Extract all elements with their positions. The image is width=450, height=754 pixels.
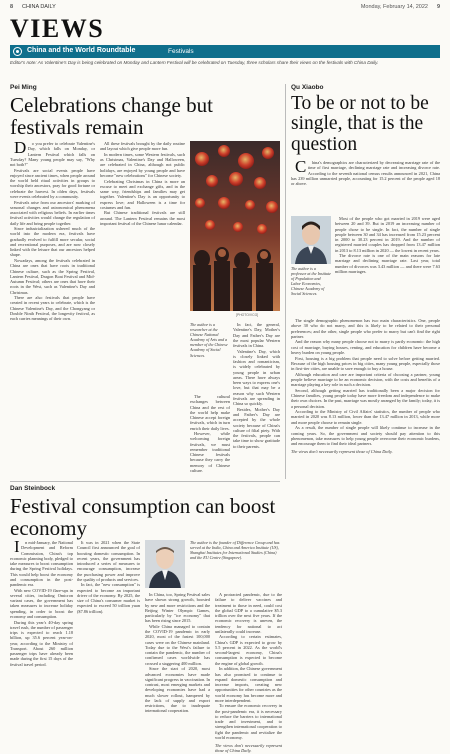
paragraph: According to the Ministry of Civil Affairs' statistics, the number of people who married in 2020 was 8.13 million, lower than the 13.47 million in 2013, while more and more people choose to remain single. <box>291 409 440 425</box>
paragraph: Nowadays, among the festivals celebrated in China are ones that have roots in traditional Chinese culture, such as the Spring Festival, Lantern Festival, Dragon Boat Festival and Mid-Autumn Festival; others are ones that have their roots in the West, such as Valentine's Day and Christmas. <box>10 258 95 295</box>
masthead-brand: CHINA DAILY <box>22 4 56 10</box>
section-title: VIEWS <box>10 14 105 43</box>
page-header <box>10 4 440 13</box>
column-divider <box>285 84 286 479</box>
paragraph: With new COVID-19 flare-ups in several cities, including Omicron variant cases, the government has taken measures to increase holiday spending, in order to boost the economy and consumption. <box>10 587 73 619</box>
paragraph: But Chinese traditional festivals are still around. The Lantern Festival remains the most important festival of the Chinese lunar calendar. <box>100 210 185 226</box>
feature-bar <box>10 45 440 58</box>
page-number-left: 8 <box>10 4 14 10</box>
article1-author-bio: The author is a researcher at the Chinese National Academy of Arts and a member of the Chinese Academy of Social Sciences. <box>190 322 228 358</box>
paragraph: Since the start of 2020, most advanced economies have made significant progress in vaccination. In contrast, most emerging markets and developing economies have had a much slower rollout, hampered by the lack of supply and export restrictions, due to inadequate international cooperation. <box>145 666 210 714</box>
china-daily-logo-icon <box>13 47 22 56</box>
article1-column-1 <box>10 138 95 477</box>
article2-column-2 <box>291 318 440 737</box>
paragraph: According to certain estimates, China's GDP is expected to grow by 5.5 percent in 2022. As the world's second-largest economy, China's consumption is expected to become the engine of global growth. <box>215 634 282 666</box>
paragraph: Second, although getting married has traditionally been a major decision for Chinese families, young people today have more freedom and independence to make their own choices. In the past, marriage was mostly arranged by the family; today, it is a personal decision. <box>291 387 440 409</box>
article2-author-bio: The author is a professor at the Institute of Population and Labor Economics, Chinese Academy of Social Sciences. <box>291 266 331 297</box>
author-portrait-photo <box>145 540 185 588</box>
paragraph: China's demographics are characterized by decreasing marriage rate of the time of first marriage, declining marriage rate and increasing divorce rate. According to the seventh national census results announced in 2021, China has 239 million unmarried people, accounting for 15.2 percent of the people aged 18 or above. <box>291 157 440 186</box>
paragraph: Since industrialization ushered much of the world into the modern era, festivals have gradually evolved to fulfill more secular, social and recreational purposes, and are now closely linked with the leisure that our ancestors helped shape. <box>10 226 95 258</box>
paragraph: Although education and care are important criteria of choosing a partner, young people believe marriage to be an economic decision, with the costs and benefits of a marriage playing a key role in such a decision. <box>291 371 440 388</box>
paragraph: While China managed to contain the COVID-19 pandemic in early 2020, most of the fastest 100,000 cases were on the Chinese mainland. Today due to the West's failure to contain the pandemic, the number of confirmed cases worldwide has crossed a staggering 400 million. <box>145 623 210 666</box>
feature-bar-title: China and the World Roundtable <box>27 47 136 54</box>
paragraph: There are also festivals that people have created in recent years to celebrate, which is the Chinese Valentine's Day, and the Chongyang or Double Ninth Festival, the longevity festival, as each carries meanings of their own. <box>10 295 95 322</box>
disclaimer: The views don't necessarily represent those of China Daily. <box>215 743 282 754</box>
paragraph: Celebrating Christmas in China is more an excuse to meet and exchange gifts, and in the same way, friendships and families may get together. Valentine's Day is an opportunity to express love; and Halloween is a time for costumes and fun. <box>100 178 185 210</box>
section-divider <box>10 481 280 482</box>
paragraph: However, while welcoming foreign festivals, we must remember traditional Chinese festivals because they carry the memory of Chinese culture. <box>190 431 230 473</box>
article3-headline: Festival consumption can boost economy <box>10 494 276 541</box>
article3-column-2 <box>77 540 140 738</box>
paragraph: Valentine's Day, which is closely linked with fashion and romanticism, is widely celebrated by young people in urban areas. There have always been ways to express one's love, but that may be a reason why such Western festivals are spreading in China so quickly. <box>233 348 280 407</box>
paragraph: Festivals arise from our ancestors' marking of seasonal changes and astronomical phenomena associated with religious beliefs. In earlier times festival activities would change the regulation of daily life and bring people together. <box>10 199 95 226</box>
paragraph: As a result, the number of single people will likely continue to increase in the coming years. So, the government and society should pay attention to this phenomenon, take measures to help young people overcome their economic burdens, and encourage them to find their ideal partners. <box>291 425 440 447</box>
paragraph: In fact, the general, Valentine's Day, Mother's Day and Father's Day are the most popular Western festivals in China. <box>233 322 280 348</box>
paragraph: To ensure the economic recovery in the post-pandemic era, it is necessary to reduce the barriers to international trade and investment, and to strengthen international cooperation to fight the pandemic and revitalize the world economy. <box>215 703 282 740</box>
paragraph: All these festivals brought by the daily routine and layout which give people more fun. <box>100 141 185 152</box>
paragraph: In addition, the Chinese government has also promised to continue to expand domestic consumption and increase imports, creating new opportunities for other countries as the world economy has become more and more interdependent. <box>215 666 282 703</box>
article3-column-1 <box>10 537 73 738</box>
paragraph: Festivals are social events people have enjoyed since ancient times, when people around the world held ritual activities in groups to worship their ancestors, pray for good fortune or celebrate the harvest. In olden days, festivals were events celebrated by a community. <box>10 167 95 199</box>
article1-headline: Celebrations change but festivals remain <box>10 93 213 140</box>
article2-headline: To be or not to be single, that is the question <box>291 93 429 155</box>
editor-note: Editor's note: As Valentine's Day is being celebrated on Monday and Lantern Festival will be celebrated on Tuesday, three scholars share their views on the festivals with China Daily. <box>10 60 379 65</box>
paragraph: In China, too, Spring Festival sales have shown strong growth, boosted by new and more restrictions and the Beijing Winter Olympic Games, particularly by "ice economy" that has been rising since 2015. <box>145 592 210 624</box>
disclaimer: The views don't necessarily represent those of China Daily. <box>291 449 393 455</box>
paragraph: The divorce rate is one of the main reasons for late marriage and declining marriage rate. Last year, total number of divorces was 3.43 million — and there were 7.63 million marriages. <box>335 253 440 274</box>
paragraph: Most of the people who got married in 2019 were aged between 20 and 39. But in 2019 an increasing number of people chose to be single. In fact, the number of single people between 30 and 34 has increased from 15.23 percent in 2000 to 30.23 percent in 2019. And the number of registered married couples has dropped from 13.47 million in 2013 to 8.13 million in 2020 — the lowest in recent years. <box>335 216 440 253</box>
article3-author-bio: The author is the founder of Difference Group and has served at the India, China and America Institute (US), Shanghai Institutes for International Studies (China) and the EU Centre (Singapore). <box>190 540 280 561</box>
photo-credit: [PHOTO/VCG] <box>236 313 259 317</box>
author-portrait-photo <box>291 216 331 264</box>
paragraph: In fact, the "new consumption" is expected to become an important driver of the economy. By 2025, the size of China's consumer market is expected to exceed 50 trillion yuan ($7.86 trillion). <box>77 582 140 614</box>
paragraph: In mid-January, the National Development and Reform Commission, China's top economic planning body, pledged to take measures to boost consumption during the Spring Festival holidays. This would help boost the economy and consumption in the post-pandemic era. <box>10 537 73 587</box>
article1-column-4 <box>190 394 230 477</box>
paragraph: During this year's 40-day spring travel rush, the number of passenger trips is expected to reach 1.18 billion, up 35.6 percent year-on-year, according to the Ministry of Transport. About 260 million passenger trips have already been made during the first 15 days of the festival travel period. <box>10 619 73 667</box>
article3-byline: Dan Steinbock <box>10 485 56 492</box>
feature-bar-tag: Festivals <box>168 47 194 55</box>
paragraph: A protracted pandemic, due to the failure to deliver vaccines and treatment to those in need, could cost the global GDP to a cumulative $5.3 trillion over the next five years. If the economic recovery is uneven, the tendency for national to act unilaterally could increase. <box>215 592 282 634</box>
paragraph: First, housing is a big problem that people need to solve before getting married. Because of the high housing prices in big cities, many young people, especially those in first-tier cities, are unable to save enough to buy a house. <box>291 355 440 372</box>
paragraph: Besides, Mother's Day and Father's Day are accepted by the whole society because of China's culture of filial piety. With the festivals, people can take time to show gratitude to their parents. <box>233 406 280 449</box>
paragraph: The single demographic phenomenon has two main characteristics. One, people above 30 who do not marry, and this is likely to be related to their personal preferences; and the other, single people who prefer to marry but can't find the right partner. <box>291 318 440 339</box>
paragraph: And the reason why many people choose not to marry is partly economic: the high cost of marriage, buying houses, renting, and education for children have become a heavy burden on young people. <box>291 339 440 355</box>
article1-column-3 <box>233 322 280 477</box>
article2-column-1 <box>335 216 440 316</box>
article2-intro <box>291 157 440 215</box>
article1-column-2 <box>100 141 185 477</box>
paragraph: In modern times, some Western festivals, such as Christmas, Valentine's Day and Halloween, are celebrated in China, although not public holidays, are enjoyed by young people and have become "new celebrations" for Chinese society. <box>100 151 185 178</box>
paragraph: Do you prefer to celebrate Valentine's Day, which falls on Monday, or Lantern Festival which falls on Tuesday? Many young people may say, "Why not both?" <box>10 138 95 167</box>
paragraph: The cultural exchanges between China and the rest of the world help make Chinese accept foreign festivals, which in turn enrich their daily lives. <box>190 394 230 431</box>
article3-column-4 <box>215 592 282 754</box>
festival-lanterns-photo <box>190 141 280 311</box>
article2-byline: Qu Xiaobo <box>291 84 324 91</box>
paragraph: It was in 2021 when the State Council first announced the goal of boosting domestic consumption. In recent years, the government has introduced a series of measures to encourage consumption, increase the purchasing power and improve the quality of products and services. <box>77 540 140 582</box>
page-number-right: 9 <box>436 4 440 10</box>
article1-byline: Pei Ming <box>10 84 37 91</box>
issue-date: Monday, February 14, 2022 <box>360 4 428 10</box>
article3-column-3 <box>145 592 210 738</box>
